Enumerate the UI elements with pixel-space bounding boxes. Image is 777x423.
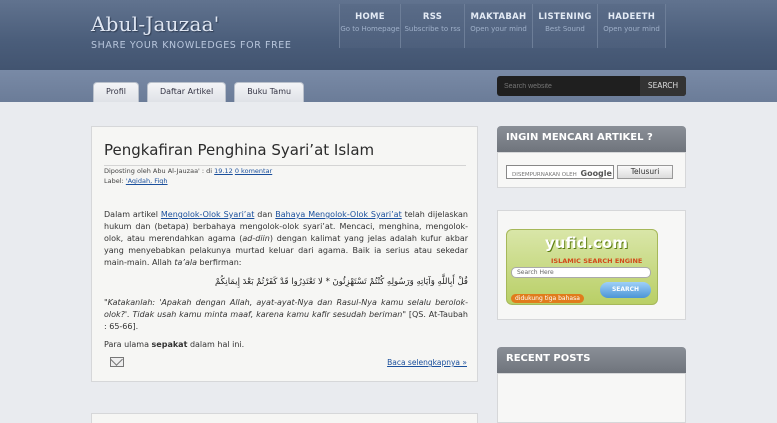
nav-maktabah[interactable] xyxy=(465,4,533,48)
google-search-widget xyxy=(497,152,686,188)
link-bahaya[interactable]: Bahaya Mengolok-Olok Syari’at xyxy=(275,210,402,219)
nav-listening[interactable] xyxy=(533,4,598,48)
body-bold: sepakat xyxy=(151,340,188,349)
google-search-input[interactable] xyxy=(506,165,614,179)
post-closing xyxy=(104,340,244,349)
sidebar-search-title: INGIN MENCARI ARTIKEL ? xyxy=(497,126,686,152)
google-powered-label: DISEMPURNAKAN OLEH xyxy=(512,172,577,178)
top-navigation xyxy=(339,4,666,48)
meta-author: Diposting oleh Abu Al-Jauzaa' : di xyxy=(104,167,213,175)
tab-profil[interactable]: Profil xyxy=(93,82,139,102)
nav-listening-sub: Best Sound xyxy=(545,25,585,33)
nav-rss[interactable] xyxy=(401,4,465,48)
body-text: berfirman: xyxy=(199,258,242,267)
google-search-button[interactable]: Telusuri xyxy=(617,165,673,179)
body-italic: ta’ala xyxy=(174,258,197,267)
yufid-logo[interactable]: yufid.com xyxy=(545,234,628,252)
yufid-widget xyxy=(497,210,686,320)
translation-ref: [QS. At-Taubah : 65-66]. xyxy=(104,310,469,331)
email-post-icon[interactable] xyxy=(110,357,124,367)
nav-rss-sub: Subscribe to rss xyxy=(404,25,461,33)
quran-verse: قُلْ أَبِاللَّهِ وَآيَاتِهِ وَرَسُولِهِ كُنْتُمْ تَسْتَهْزِئُونَ * لا تَعْتَذِرُوا قَدْ كَفَرْتُمْ بَعْدَ إِيمَانِكُمْ xyxy=(215,277,468,287)
post-paragraph xyxy=(104,209,468,269)
tab-buku-tamu[interactable]: Buku Tamu xyxy=(234,82,304,102)
yufid-banner xyxy=(506,229,658,305)
link-mengolok-olok[interactable]: Mengolok-Olok Syari’at xyxy=(160,210,255,219)
nav-rss-title: RSS xyxy=(422,12,443,22)
translation-text: "Katakanlah: 'Apakah dengan Allah, ayat-ayat-Nya dan Rasul-Nya kamu selalu berolok-olok?'. Tidak usah kamu minta maaf, karena kamu kafir sesudah beriman" xyxy=(104,298,468,319)
meta-time-link[interactable]: 19.12 xyxy=(214,167,233,175)
nav-maktabah-sub: Open your mind xyxy=(470,25,527,33)
site-search xyxy=(497,76,686,96)
body-text: Para ulama xyxy=(104,340,149,349)
nav-maktabah-title: MAKTABAH xyxy=(470,12,527,22)
body-text: Dalam artikel xyxy=(104,210,158,219)
post-title[interactable]: Pengkafiran Penghina Syari’at Islam xyxy=(104,141,375,159)
google-logo: Google xyxy=(580,169,612,178)
read-more-link[interactable]: Baca selengkapnya » xyxy=(387,358,467,367)
yufid-language-badge: didukung tiga bahasa xyxy=(511,294,584,303)
yufid-search-button[interactable]: SEARCH xyxy=(600,282,651,298)
nav-listening-title: LISTENING xyxy=(538,12,592,22)
body-text: ) dengan kalimat yang jelas adalah kufur akbar yang menyebabkan pelakunya murtad keluar dari agama. Baik ia serius atau sekedar main-main. Allah xyxy=(104,234,469,267)
site-header xyxy=(0,0,777,70)
meta-labels-link[interactable]: 'Aqidah, Fiqh xyxy=(125,177,168,185)
nav-home-sub: Go to Homepage xyxy=(340,25,400,33)
yufid-tagline: ISLAMIC SEARCH ENGINE xyxy=(551,257,643,265)
next-post xyxy=(91,413,478,423)
yufid-search-input[interactable]: Search Here xyxy=(511,267,651,278)
recent-posts-title: RECENT POSTS xyxy=(497,347,686,373)
verse-translation xyxy=(104,297,468,333)
meta-comments-link[interactable]: 0 komentar xyxy=(234,167,273,175)
body-text: telah dijelaskan hukum dan (betapa) berbahaya mengolok-olok syari’at. Mencaci, menghina, mengolok-olok, atau merendahkan agama ( xyxy=(104,210,468,243)
nav-hadeeth[interactable] xyxy=(598,4,666,48)
page-tabs xyxy=(93,82,304,102)
post-meta xyxy=(104,166,272,186)
recent-posts-widget xyxy=(497,373,686,423)
blog-post xyxy=(91,126,478,382)
nav-hadeeth-sub: Open your mind xyxy=(603,25,660,33)
search-input[interactable] xyxy=(497,76,640,96)
body-text: dalam hal ini. xyxy=(189,340,245,349)
meta-label-prefix: Label: xyxy=(104,177,124,185)
body-italic: ad-diin xyxy=(242,234,270,243)
tab-daftar-artikel[interactable]: Daftar Artikel xyxy=(147,82,226,102)
nav-hadeeth-title: HADEETH xyxy=(607,12,656,22)
body-text: dan xyxy=(257,210,273,219)
site-title[interactable]: Abul-Jauzaa' xyxy=(91,12,220,36)
site-tagline: SHARE YOUR KNOWLEDGES FOR FREE xyxy=(91,40,292,51)
nav-home[interactable] xyxy=(340,4,401,48)
search-button[interactable]: SEARCH xyxy=(640,76,686,96)
nav-home-title: HOME xyxy=(355,12,385,22)
